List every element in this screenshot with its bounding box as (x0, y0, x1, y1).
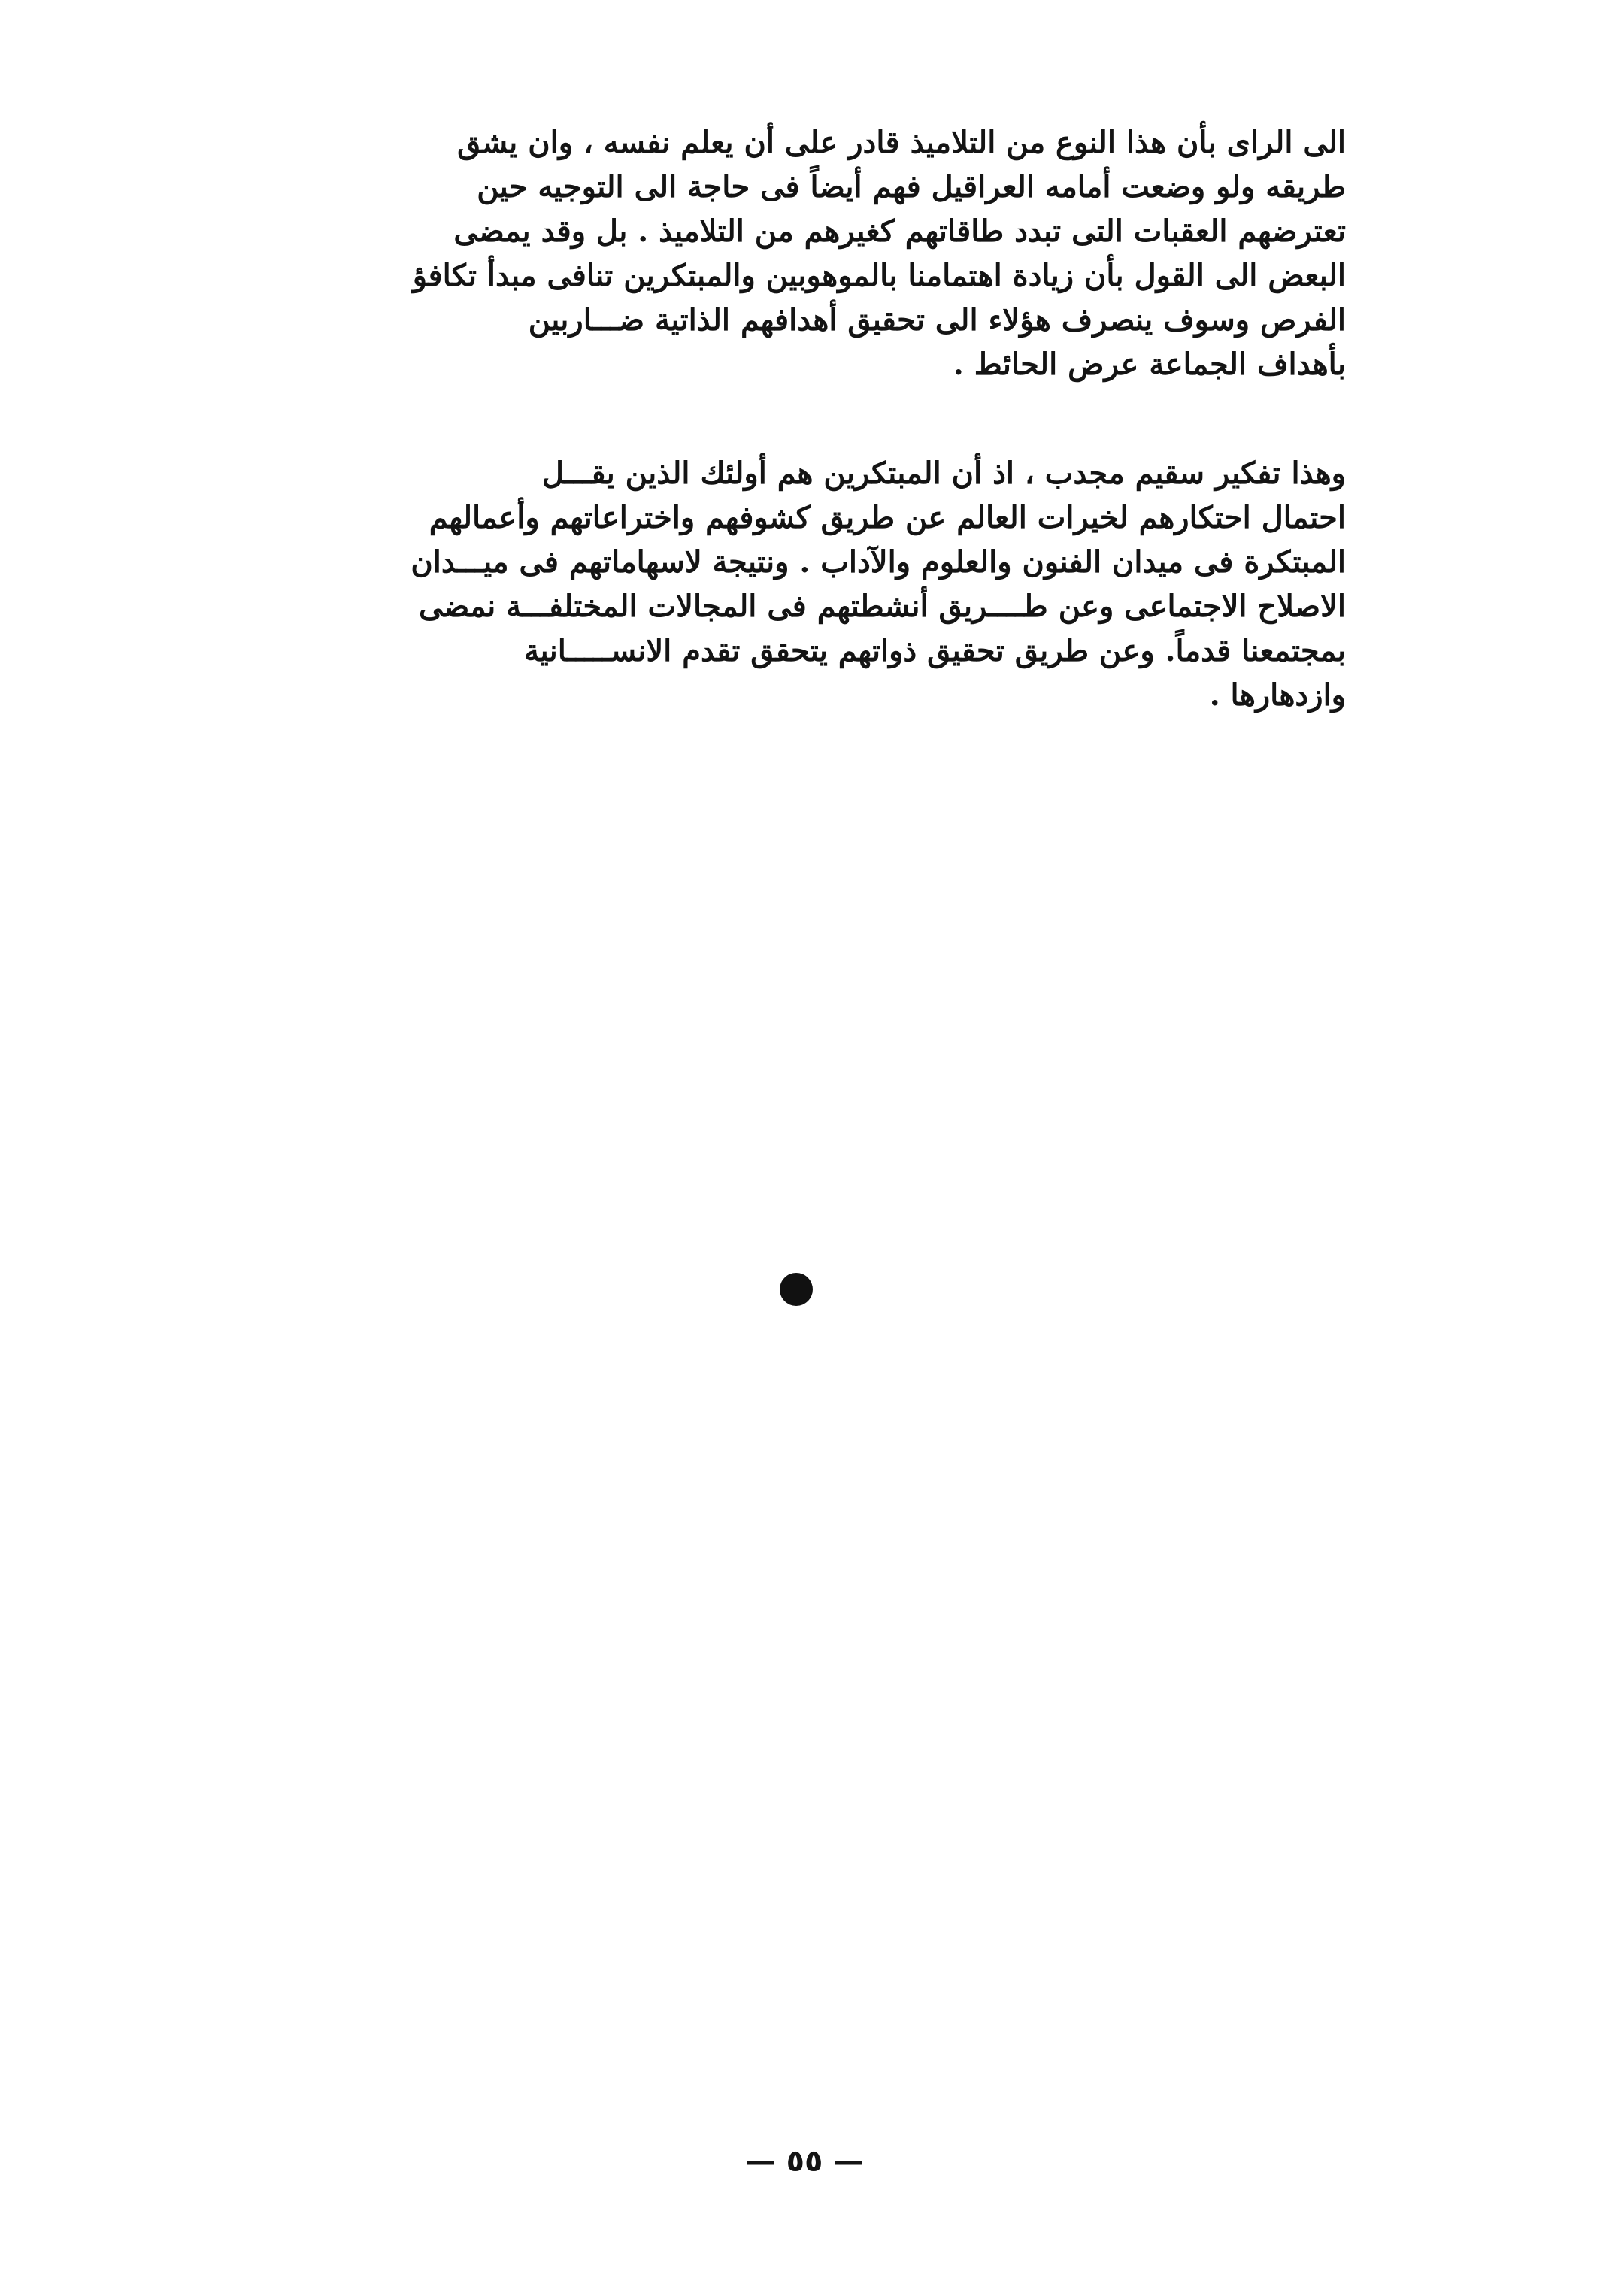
paragraph-2 (256, 451, 1346, 717)
paragraph-line: بمجتمعنا قدماً. وعن طريق تحقيق ذواتهم يتحقق تقدم الانســـــانية (524, 633, 1346, 668)
paragraph-line: طريقه ولو وضعت أمامه العراقيل فهم أيضاً فى حاجة الى التوجيه حين (477, 169, 1346, 204)
paragraph-line: وهذا تفكير سقيم مجدب ، اذ أن المبتكرين هم أولئك الذين يقـــل (541, 456, 1346, 491)
paragraph-line: الاصلاح الاجتماعى وعن طــــريق أنشطتهم فى المجالات المختلفـــة نمضى (418, 589, 1346, 624)
paragraph-line: وازدهارها . (1209, 677, 1346, 713)
paragraph-line: المبتكرة فى ميدان الفنون والعلوم والآداب . ونتيجة لاسهاماتهم فى ميـــدان (411, 544, 1346, 580)
ink-dot (780, 1273, 813, 1306)
paragraph-line: الفرص وسوف ينصرف هؤلاء الى تحقيق أهدافهم الذاتية ضـــاربين (528, 302, 1346, 338)
paragraph-line: تعترضهم العقبات التى تبدد طاقاتهم كغيرهم من التلاميذ . بل وقد يمضى (453, 214, 1346, 249)
paragraph-line: البعض الى القول بأن زيادة اهتمامنا بالموهوبين والمبتكرين تنافى مبدأ تكافؤ (412, 258, 1346, 293)
paragraph-line: احتمال احتكارهم لخيرات العالم عن طريق كشوفهم واختراعاتهم وأعمالهم (429, 500, 1346, 535)
page-number: — ٥٥ — (745, 2144, 864, 2179)
paragraph-line: الى الراى بأن هذا النوع من التلاميذ قادر على أن يعلم نفسه ، وان يشق (457, 125, 1346, 160)
paragraph-line: بأهداف الجماعة عرض الحائط . (953, 347, 1346, 382)
paragraph-1 (256, 120, 1346, 386)
